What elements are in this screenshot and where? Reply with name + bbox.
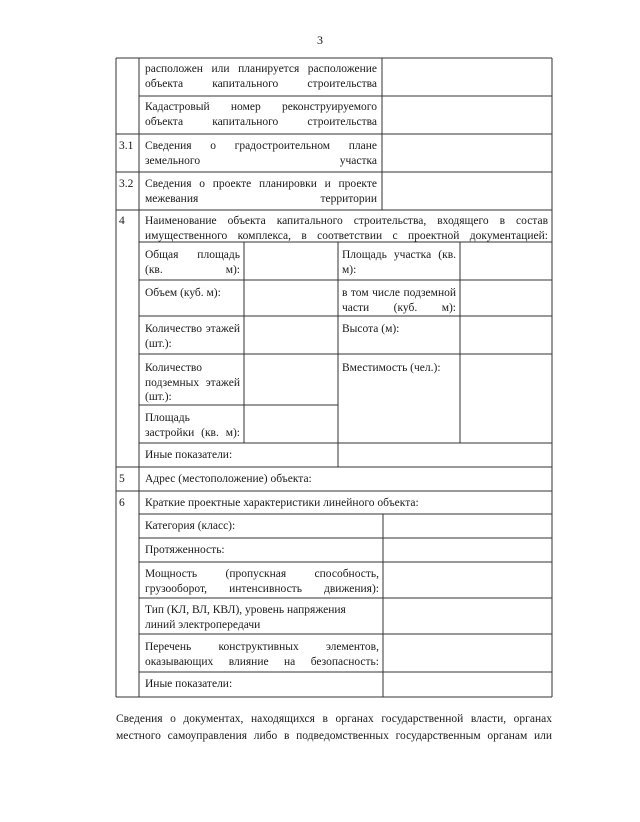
section-6-number: 6 (119, 497, 125, 509)
underground-volume-label: в том числе подземной части (куб. м): (342, 287, 456, 314)
section-3-2-number: 3.2 (119, 178, 134, 190)
underground-floors-label: Количество подземных этажей (шт.): (145, 362, 240, 404)
object-other-indicators-label: Иные показатели: (145, 449, 233, 461)
height-label: Высота (м): (342, 323, 400, 335)
section-3-1-number: 3.1 (119, 140, 134, 152)
planning-project-label: Сведения о проекте планировки и проекте межевания территории (145, 178, 377, 205)
total-area-label: Общая площадь (кв. м): (145, 249, 240, 276)
urban-plan-label: Сведения о градостроительном плане земельного участка (145, 140, 377, 167)
section-4-number: 4 (119, 215, 125, 227)
capacity-throughput-label: Мощность (пропускная способность, грузооборот, интенсивность движения): (145, 568, 379, 595)
section-5-number: 5 (119, 473, 125, 485)
address-label: Адрес (местоположение) объекта: (145, 473, 312, 485)
capacity-label: Вместимость (чел.): (342, 362, 441, 374)
documents-paragraph: Сведения о документах, находящихся в органах государственной власти, органах местного самоуправления либо в подведомственных государственным органам или (116, 713, 552, 742)
structural-elements-label: Перечень конструктивных элементов, оказывающих влияние на безопасность: (145, 641, 379, 668)
linear-object-label: Краткие проектные характеристики линейного объекта: (145, 497, 419, 509)
location-label: расположен или планируется расположение объекта капитального строительства (145, 63, 377, 90)
object-name-label: Наименование объекта капитального строительства, входящего в состав имущественного комплекса, в соответствии с проектной документацией: (145, 215, 548, 242)
category-label: Категория (класс): (145, 520, 236, 532)
power-line-type-label: Тип (КЛ, ВЛ, КВЛ), уровень напряжения линий электропередачи (145, 604, 346, 631)
building-area-label: Площадь застройки (кв. м): (145, 412, 240, 439)
cadastral-number-label: Кадастровый номер реконструируемого объекта капитального строительства (145, 101, 377, 128)
floors-count-label: Количество этажей (шт.): (145, 323, 240, 350)
page-number: 3 (317, 33, 323, 47)
plot-area-label: Площадь участка (кв. м): (342, 249, 456, 276)
volume-label: Объем (куб. м): (145, 287, 221, 299)
length-label: Протяженность: (145, 544, 225, 556)
linear-other-indicators-label: Иные показатели: (145, 678, 233, 690)
